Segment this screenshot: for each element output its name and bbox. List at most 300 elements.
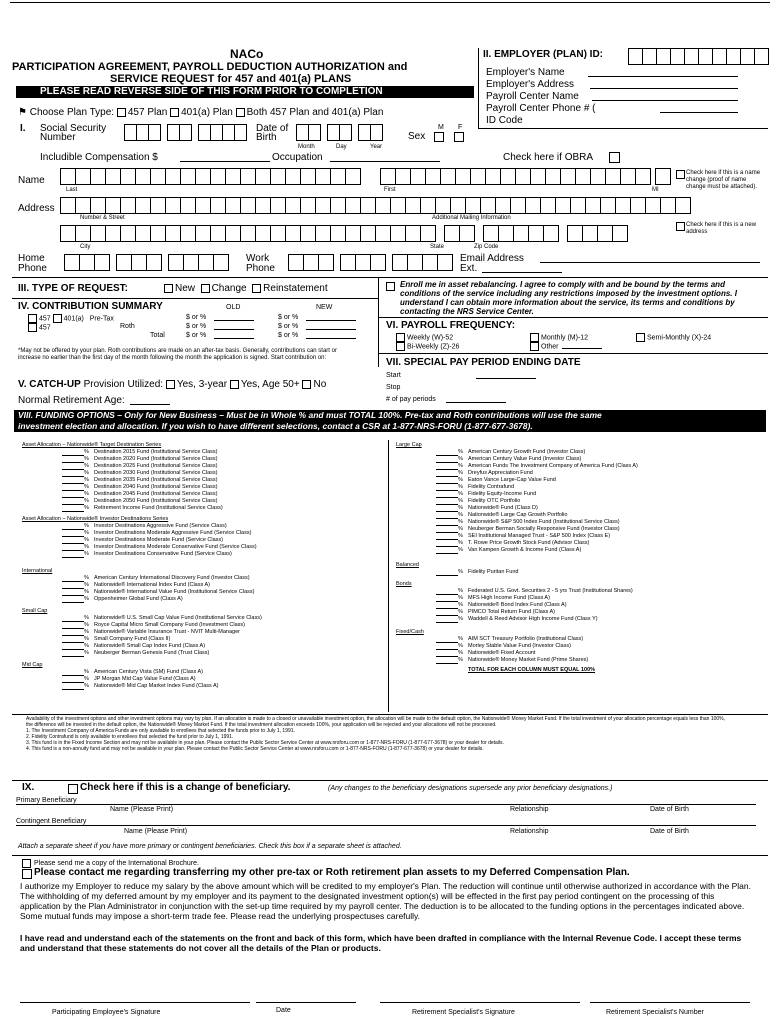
catchup-no-checkbox[interactable] xyxy=(302,380,311,389)
footnote: 3. This fund is in the Fixed Income Section and may not be available in your plan. Please contact the Public Sector Service Center at www.nrsforu.com or 1-877-NRS-FORU (1-877-677-3678) or your dealer for details. xyxy=(26,740,504,746)
brochure-checkbox[interactable] xyxy=(22,859,31,868)
fund-percent-sign: % xyxy=(84,596,89,602)
fund-name: Investor Destinations Moderate Conservative Fund (Service Class) xyxy=(94,544,257,550)
contrib-old-field2[interactable] xyxy=(214,329,254,330)
fund-name: SEI Institutional Managed Trust - S&P 500 Index (Class E) xyxy=(468,533,611,539)
fund-percent-field[interactable] xyxy=(436,511,458,512)
fund-percent-sign: % xyxy=(458,463,463,469)
date-field[interactable] xyxy=(256,1002,356,1003)
fund-name: Nationwide® Bond Index Fund (Class A) xyxy=(468,602,567,608)
freq-other: Other xyxy=(530,342,559,351)
contribution-note: *May not be offered by your plan. Roth contributions are made on an after-tax basis. Generally, contributions can start or increase no earlier than the first day of the month following the month the application is signed. Start contribution on: xyxy=(18,348,337,361)
fund-name: Nationwide® S&P 500 Index Fund (Institutional Service Class) xyxy=(468,519,620,525)
fund-percent-field[interactable] xyxy=(436,525,458,526)
fund-name: Nationwide® Money Market Fund (Prime Shares) xyxy=(468,657,589,663)
fund-percent-field[interactable] xyxy=(436,532,458,533)
home-phone-label1: Home xyxy=(18,253,45,264)
plan-457-checkbox[interactable] xyxy=(117,108,126,117)
fund-percent-sign: % xyxy=(458,588,463,594)
fund-percent-sign: % xyxy=(458,519,463,525)
fund-percent-sign: % xyxy=(84,477,89,483)
fund-percent-field[interactable] xyxy=(62,675,84,676)
fund-name: Nationwide® International Value Fund (Institutional Service Class) xyxy=(94,589,255,595)
fund-percent-field[interactable] xyxy=(436,615,458,616)
sex-f-label: F xyxy=(458,124,463,131)
fund-percent-sign: % xyxy=(458,609,463,615)
id-code-label: ID Code xyxy=(486,115,523,126)
contrib-new-field2[interactable] xyxy=(306,329,356,330)
fund-percent-field[interactable] xyxy=(62,529,84,530)
fund-percent-field[interactable] xyxy=(62,581,84,582)
fund-percent-sign: % xyxy=(84,622,89,628)
fund-name: Fidelity Contrafund xyxy=(468,484,515,490)
fund-percent-field[interactable] xyxy=(62,649,84,650)
fund-percent-field[interactable] xyxy=(62,511,84,512)
footnote: 1. The Investment Company of America Funds are only available to enrollees that selected the funds prior to July 1, 1991. xyxy=(26,728,295,734)
plan-type-label: Choose Plan Type: xyxy=(29,107,115,119)
fund-percent-field[interactable] xyxy=(62,588,84,589)
fund-name: Nationwide® Small Cap Index Fund (Class A) xyxy=(94,643,206,649)
ssn-boxes[interactable] xyxy=(124,124,246,141)
rebalancing-checkbox[interactable] xyxy=(386,282,395,291)
mi-label: MI xyxy=(652,187,659,193)
city-boxes[interactable] xyxy=(60,225,627,242)
fund-name: Retirement Income Fund (Institutional Service Class) xyxy=(94,505,223,511)
employer-id-boxes[interactable] xyxy=(628,48,768,65)
ssn-label1: Social Security xyxy=(40,123,107,134)
fund-percent-sign: % xyxy=(458,540,463,546)
fund-percent-sign: % xyxy=(84,582,89,588)
rebalance-bottom xyxy=(378,317,768,318)
email-label: Email Address xyxy=(460,253,524,264)
freq-bottom xyxy=(378,353,768,354)
fund-percent-sign: % xyxy=(84,636,89,642)
contact-checkbox[interactable] xyxy=(22,869,32,879)
fund-name: Nationwide® Variable Insurance Trust - NVIT Multi-Manager xyxy=(94,629,240,635)
fund-name: Destination 2015 Fund (Institutional Service Class) xyxy=(94,449,218,455)
fund-percent-sign: % xyxy=(458,643,463,649)
fund-percent-field[interactable] xyxy=(436,608,458,609)
fund-percent-field[interactable] xyxy=(62,504,84,505)
contribution-old: OLD xyxy=(226,304,241,311)
fund-percent-sign: % xyxy=(84,530,89,536)
fund-percent-sign: % xyxy=(458,657,463,663)
compensation-field[interactable] xyxy=(180,161,270,162)
fund-percent-field[interactable] xyxy=(62,536,84,537)
payroll-center-name-label: Payroll Center Name xyxy=(486,91,579,102)
last-label: Last xyxy=(66,187,78,193)
contrib-new-field1[interactable] xyxy=(306,320,356,321)
fund-name: Van Kampen Growth & Income Fund (Class A) xyxy=(468,547,582,553)
request-change-checkbox[interactable] xyxy=(201,284,210,293)
contrib-new-pct1: $ or % xyxy=(278,314,299,321)
home-phone-boxes[interactable] xyxy=(64,254,228,271)
date-label: Date xyxy=(276,1007,291,1014)
fund-percent-field[interactable] xyxy=(62,635,84,636)
home-phone-label2: Phone xyxy=(18,263,47,274)
fund-percent-sign: % xyxy=(458,505,463,511)
request-reinstatement-checkbox[interactable] xyxy=(252,284,261,293)
flag-icon: ⚑ xyxy=(18,107,27,119)
fund-percent-sign: % xyxy=(84,683,89,689)
fund-name: Royce Capital Micro Small Company Fund (Investment Class) xyxy=(94,622,245,628)
occupation-field[interactable] xyxy=(330,161,440,162)
special-start-field[interactable] xyxy=(476,378,536,379)
brochure-text: Please send me a copy of the International Brochure. xyxy=(34,860,199,867)
fund-percent-field[interactable] xyxy=(436,601,458,602)
fund-percent-field[interactable] xyxy=(62,628,84,629)
fund-name: Nationwide® U.S. Small Cap Value Fund (Institutional Service Class) xyxy=(94,615,262,621)
special-label: VII. SPECIAL PAY PERIOD ENDING DATE xyxy=(386,357,581,368)
fund-percent-field[interactable] xyxy=(62,483,84,484)
fund-group-heading: Asset Allocation – Nationwide® Target Destination Series xyxy=(22,442,162,448)
request-change-label: Change xyxy=(211,283,247,295)
sex-f-checkbox[interactable] xyxy=(454,132,464,142)
contrib-total-label: Total xyxy=(150,332,165,339)
ext-label: Ext. xyxy=(460,263,478,274)
fund-percent-field[interactable] xyxy=(62,550,84,551)
street-label: Number & Street xyxy=(80,215,125,221)
employer-name-field[interactable] xyxy=(588,76,738,77)
contrib-old-pct3: $ or % xyxy=(186,332,207,339)
additional-label: Additional Mailing Information xyxy=(432,215,511,221)
occupation-label: Occupation xyxy=(272,152,323,163)
email-field[interactable] xyxy=(540,262,760,263)
fund-percent-field[interactable] xyxy=(62,621,84,622)
special-periods-field[interactable] xyxy=(446,402,506,403)
fund-name: Destination 2045 Fund (Institutional Service Class) xyxy=(94,491,218,497)
work-phone-boxes[interactable] xyxy=(288,254,452,271)
freq-weekly-checkbox[interactable] xyxy=(396,333,405,342)
contrib-457-roth-checkbox[interactable] xyxy=(28,323,37,332)
fund-name: Small Company Fund (Class II) xyxy=(94,636,171,642)
dob-label2: Birth xyxy=(256,132,277,143)
contingent-relationship: Relationship xyxy=(510,828,549,835)
beneficiary-bottom xyxy=(12,855,768,856)
fund-name: Destination 2020 Fund (Institutional Service Class) xyxy=(94,456,218,462)
fund-percent-field[interactable] xyxy=(436,469,458,470)
special-periods: # of pay periods xyxy=(386,396,436,403)
contrib-457-checkbox[interactable] xyxy=(28,314,37,323)
catchup-yes3-checkbox[interactable] xyxy=(166,380,175,389)
contact-text: Please contact me regarding transferring my other pre-tax or Roth retirement plan assets to my Deferred Compensation Plan. xyxy=(34,867,630,878)
fund-name: JP Morgan Mid Cap Value Fund (Class A) xyxy=(94,676,196,682)
fund-group-heading: Balanced xyxy=(396,562,419,568)
fund-percent-field[interactable] xyxy=(436,575,458,576)
fund-percent-sign: % xyxy=(84,615,89,621)
catchup-yes50-checkbox[interactable] xyxy=(230,380,239,389)
form-title-line1: PARTICIPATION AGREEMENT, PAYROLL DEDUCTION AUTHORIZATION and xyxy=(12,61,408,73)
fund-name: Nationwide® Large Cap Growth Portfolio xyxy=(468,512,568,518)
fund-name: AIM SCT Treasury Portfolio (Institutional Class) xyxy=(468,636,584,642)
fund-name: American Century Growth Fund (Investor Class) xyxy=(468,449,586,455)
plan-both-label: Both 457 Plan and 401(a) Plan xyxy=(246,107,384,119)
attach-sheet-note: Attach a separate sheet if you have more primary or contingent beneficiaries. Check this box if a separate sheet is attached. xyxy=(18,843,402,850)
fund-name: Investor Destinations Moderate Aggressive Fund (Service Class) xyxy=(94,530,252,536)
fund-percent-field[interactable] xyxy=(436,622,458,623)
freq-other-field[interactable] xyxy=(562,348,602,349)
freq-monthly: Monthly (M)-12 xyxy=(530,333,588,342)
contrib-row2: 457 xyxy=(28,323,51,332)
freq-monthly-checkbox[interactable] xyxy=(530,333,539,342)
fund-percent-field[interactable] xyxy=(436,518,458,519)
fund-name: Investor Destinations Moderate Fund (Service Class) xyxy=(94,537,223,543)
beneficiary-change-checkbox[interactable] xyxy=(68,784,78,794)
fund-name: Destination 2035 Fund (Institutional Service Class) xyxy=(94,477,218,483)
employer-name-label: Employer's Name xyxy=(486,67,565,78)
plan-401a-label: 401(a) Plan xyxy=(181,107,233,119)
street-boxes[interactable] xyxy=(60,197,690,214)
fund-percent-sign: % xyxy=(84,643,89,649)
fund-percent-sign: % xyxy=(458,602,463,608)
funds-bottom xyxy=(12,714,768,715)
sex-m-checkbox[interactable] xyxy=(434,132,444,142)
plan-both-checkbox[interactable] xyxy=(236,108,245,117)
authorize-text: I authorize my Employer to reduce my salary by the above amount which will be credited to my employer's Plan. The reduction will continue until otherwise authorized in accordance with the Plan. The withholding of my deferred amount by my employer and its payment to the designated investment option(s) will be effected in the first pay period contingent on the processing of this application by the Plan Administrator in conjunction with the set-up time required by my payroll center. The deduction is to be allocated to the funding options in the percentages indicated above. Some mutual funds may impose a short-term trade fee. Please read the underlying prospectuses carefully. xyxy=(20,881,751,921)
specialist-signature-label: Retirement Specialist's Signature xyxy=(412,1009,515,1016)
employer-address-field[interactable] xyxy=(590,88,738,89)
fund-percent-sign: % xyxy=(458,484,463,490)
fund-percent-field[interactable] xyxy=(436,594,458,595)
fund-name: Destination 2025 Fund (Institutional Service Class) xyxy=(94,463,218,469)
obra-checkbox[interactable] xyxy=(609,152,620,163)
fund-percent-sign: % xyxy=(84,676,89,682)
fund-percent-sign: % xyxy=(84,505,89,511)
fund-percent-field[interactable] xyxy=(62,602,84,603)
address-label: Address xyxy=(18,203,55,214)
fund-name: Nationwide® Mid Cap Market Index Fund (Class A) xyxy=(94,683,219,689)
fund-name: Fidelity Puritan Fund xyxy=(468,569,519,575)
fund-percent-field[interactable] xyxy=(62,455,84,456)
retirement-age-field[interactable] xyxy=(130,404,170,405)
fund-percent-field[interactable] xyxy=(436,497,458,498)
primary-beneficiary-label: Primary Beneficiary xyxy=(16,797,77,804)
freq-biweekly: Bi-Weekly (Z)-26 xyxy=(396,342,459,351)
payroll-center-name-field[interactable] xyxy=(592,100,738,101)
last-name-boxes[interactable] xyxy=(60,168,360,185)
org-name: NACo xyxy=(230,47,264,61)
contrib-new-pct3: $ or % xyxy=(278,332,299,339)
fund-name: Neuberger Berman Genesis Fund (Trust Class) xyxy=(94,650,210,656)
funds-divider xyxy=(388,440,389,712)
name-change-checkbox[interactable] xyxy=(676,170,685,179)
ext-field[interactable] xyxy=(482,272,562,273)
fund-percent-sign: % xyxy=(84,484,89,490)
fund-group-heading: Mid Cap xyxy=(22,662,43,668)
fund-name: American Funds The Investment Company of America Fund (Class A) xyxy=(468,463,638,469)
payroll-center-phone-label: Payroll Center Phone # ( xyxy=(486,103,596,114)
top-rule xyxy=(10,2,770,3)
fund-group-heading: International xyxy=(22,568,53,574)
fund-percent-field[interactable] xyxy=(436,546,458,547)
fund-percent-sign: % xyxy=(458,477,463,483)
fund-percent-field[interactable] xyxy=(62,476,84,477)
fund-percent-field[interactable] xyxy=(62,642,84,643)
fund-name: Fidelity OTC Portfolio xyxy=(468,498,521,504)
fund-name: T. Rowe Price Growth Stock Fund (Advisor Class) xyxy=(468,540,590,546)
funding-section: VIII. xyxy=(18,410,34,420)
fund-percent-field[interactable] xyxy=(436,663,458,664)
fund-percent-sign: % xyxy=(458,491,463,497)
contingent-beneficiary-field[interactable] xyxy=(16,825,756,826)
reverse-side-notice: PLEASE READ REVERSE SIDE OF THIS FORM PRIOR TO COMPLETION xyxy=(16,86,474,98)
contribution-label: IV. CONTRIBUTION SUMMARY xyxy=(18,301,163,312)
work-phone-label1: Work xyxy=(246,253,270,264)
fund-percent-sign: % xyxy=(84,650,89,656)
special-start: Start xyxy=(386,372,401,379)
section-divider-1 xyxy=(12,277,768,278)
sex-label: Sex xyxy=(408,131,426,142)
fund-group-heading: Fixed/Cash xyxy=(396,629,424,635)
funding-text1: FUNDING OPTIONS – Only for New Business – Must be in Whole % and must TOTAL 100%. Pre-tax and Roth contributions will use the same xyxy=(35,410,602,420)
employer-address-label: Employer's Address xyxy=(486,79,575,90)
new-address-checkbox[interactable] xyxy=(676,222,685,231)
fund-percent-field[interactable] xyxy=(436,642,458,643)
fund-percent-field[interactable] xyxy=(62,543,84,544)
fund-percent-sign: % xyxy=(84,498,89,504)
employee-signature-label: Participating Employee's Signature xyxy=(52,1009,161,1016)
fund-percent-field[interactable] xyxy=(62,462,84,463)
request-new-label: New xyxy=(175,283,196,295)
request-bottom xyxy=(12,298,378,299)
fund-percent-sign: % xyxy=(84,537,89,543)
contrib-401a-checkbox[interactable] xyxy=(53,314,62,323)
fund-percent-field[interactable] xyxy=(62,682,84,683)
fund-name: Waddell & Reed Advisor High Income Fund (Class Y) xyxy=(468,616,598,622)
footnotes xyxy=(26,716,726,752)
request-reinstatement-label: Reinstatement xyxy=(263,283,328,295)
sex-m-label: M xyxy=(438,124,444,131)
fund-percent-field[interactable] xyxy=(436,504,458,505)
freq-weekly: Weekly (W)-52 xyxy=(396,333,453,342)
plan-type-row xyxy=(18,108,383,118)
dob-month: Month xyxy=(298,144,315,150)
fund-percent-sign: % xyxy=(84,470,89,476)
compensation-label: Includible Compensation $ xyxy=(40,152,158,163)
employer-divider xyxy=(478,48,479,128)
state-label: State xyxy=(430,244,445,250)
first-label: First xyxy=(384,187,396,193)
fund-name: Destination 2040 Fund (Institutional Service Class) xyxy=(94,484,218,490)
beneficiary-section: IX. xyxy=(22,782,35,793)
fund-percent-field[interactable] xyxy=(436,649,458,650)
specialist-signature-field[interactable] xyxy=(380,1002,580,1003)
fund-percent-field[interactable] xyxy=(62,469,84,470)
fund-percent-sign: % xyxy=(84,629,89,635)
employer-section: II. EMPLOYER (PLAN) ID: xyxy=(483,49,604,60)
fund-group-heading: Small Cap xyxy=(22,608,48,614)
dob-label1: Date of xyxy=(256,123,289,134)
freq-other-checkbox[interactable] xyxy=(530,342,539,351)
contribution-new: NEW xyxy=(316,304,333,311)
catchup-row: V. CATCH-UP Provision Utilized: Yes, 3-year Yes, Age 50+ No xyxy=(18,379,327,391)
fund-name: Destination 2030 Fund (Institutional Service Class) xyxy=(94,470,218,476)
fund-percent-field[interactable] xyxy=(62,497,84,498)
fund-percent-field[interactable] xyxy=(436,476,458,477)
beneficiary-note: (Any changes to the beneficiary designations supersede any prior beneficiary designations.) xyxy=(328,785,613,792)
fund-percent-sign: % xyxy=(458,526,463,532)
contrib-old-field3[interactable] xyxy=(214,338,254,339)
fund-percent-field[interactable] xyxy=(62,557,84,558)
contingent-dob: Date of Birth xyxy=(650,828,689,835)
payroll-center-phone-field[interactable] xyxy=(660,112,738,113)
employee-signature-field[interactable] xyxy=(20,1002,250,1003)
fund-percent-field[interactable] xyxy=(436,462,458,463)
fund-name: American Century International Discovery Fund (Investor Class) xyxy=(94,575,250,581)
fund-percent-field[interactable] xyxy=(436,490,458,491)
zip-label: Zip Code xyxy=(474,244,499,250)
fund-name: American Century Value Fund (Investor Class) xyxy=(468,456,582,462)
contrib-old-pct2: $ or % xyxy=(186,323,207,330)
fund-percent-sign: % xyxy=(458,456,463,462)
fund-percent-field[interactable] xyxy=(436,553,458,554)
fund-percent-field[interactable] xyxy=(436,539,458,540)
fund-group-heading: Bonds xyxy=(396,581,412,587)
fund-percent-sign: % xyxy=(458,595,463,601)
fund-percent-sign: % xyxy=(84,456,89,462)
contrib-new-field3[interactable] xyxy=(306,338,356,339)
fund-percent-field[interactable] xyxy=(62,689,84,690)
fund-percent-sign: % xyxy=(458,569,463,575)
city-label: City xyxy=(80,244,91,250)
fund-percent-field[interactable] xyxy=(436,656,458,657)
fund-percent-field[interactable] xyxy=(436,455,458,456)
fund-percent-sign: % xyxy=(458,650,463,656)
statement-text: I have read and understand each of the statements on the front and back of this form, which have been drafted in compliance with the Internal Revenue Code. I accept these terms and understand that these statements do not cover all the details of the Plan or products. xyxy=(20,933,742,953)
request-new-checkbox[interactable] xyxy=(164,284,173,293)
fund-percent-sign: % xyxy=(84,463,89,469)
total-column-note: TOTAL FOR EACH COLUMN MUST EQUAL 100% xyxy=(468,667,596,673)
specialist-number-field[interactable] xyxy=(590,1002,750,1003)
fund-percent-field[interactable] xyxy=(62,490,84,491)
fund-percent-sign: % xyxy=(458,533,463,539)
fund-percent-sign: % xyxy=(84,449,89,455)
fund-percent-sign: % xyxy=(84,544,89,550)
fund-name: Nationwide® International Index Fund (Class A) xyxy=(94,582,210,588)
work-phone-label2: Phone xyxy=(246,263,275,274)
request-type-row xyxy=(164,284,328,294)
dob-day: Day xyxy=(336,144,347,150)
fund-name: Nationwide® Fund (Class D) xyxy=(468,505,538,511)
form-title-line2: SERVICE REQUEST for 457 and 401(a) PLANS xyxy=(110,73,352,85)
fund-percent-field[interactable] xyxy=(436,483,458,484)
freq-biweekly-checkbox[interactable] xyxy=(396,342,405,351)
contingent-name-print: Name (Please Print) xyxy=(124,828,188,835)
contingent-beneficiary-label: Contingent Beneficiary xyxy=(16,818,87,825)
section-i: I. xyxy=(20,123,26,134)
fund-name: Eaton Vance Large-Cap Value Fund xyxy=(468,477,556,483)
plan-401a-checkbox[interactable] xyxy=(170,108,179,117)
request-type-label: III. TYPE OF REQUEST: xyxy=(18,283,129,294)
fund-percent-sign: % xyxy=(458,470,463,476)
fund-percent-field[interactable] xyxy=(62,595,84,596)
contrib-old-field1[interactable] xyxy=(214,320,254,321)
fund-name: Fidelity Equity-Income Fund xyxy=(468,491,537,497)
fund-name: Neuberger Berman Socially Responsive Fund (Investor Class) xyxy=(468,526,620,532)
dob-boxes[interactable] xyxy=(296,124,382,141)
footnote: 2. Fidelity Contrafund is only available to enrollees that selected the fund prior to July 1, 1991. xyxy=(26,734,234,740)
freq-semi-checkbox[interactable] xyxy=(636,333,645,342)
fund-percent-sign: % xyxy=(458,636,463,642)
fund-percent-sign: % xyxy=(84,669,89,675)
frequency-label: VI. PAYROLL FREQUENCY: xyxy=(386,320,516,331)
primary-beneficiary-field[interactable] xyxy=(16,804,756,805)
first-name-boxes[interactable] xyxy=(380,168,670,185)
name-change-note: Check here if this is a name change (proof of name change must be attached). xyxy=(686,170,761,190)
fund-percent-field[interactable] xyxy=(62,656,84,657)
dob-year: Year xyxy=(370,144,383,150)
rebalancing-text: Enroll me in asset rebalancing. I agree to comply with and be bound by the terms and conditions of the service including any restrictions imposed by the investment options. I understand I can obtain more information about the service, its terms and conditions by contacting the NRS Service Center. xyxy=(400,280,737,316)
